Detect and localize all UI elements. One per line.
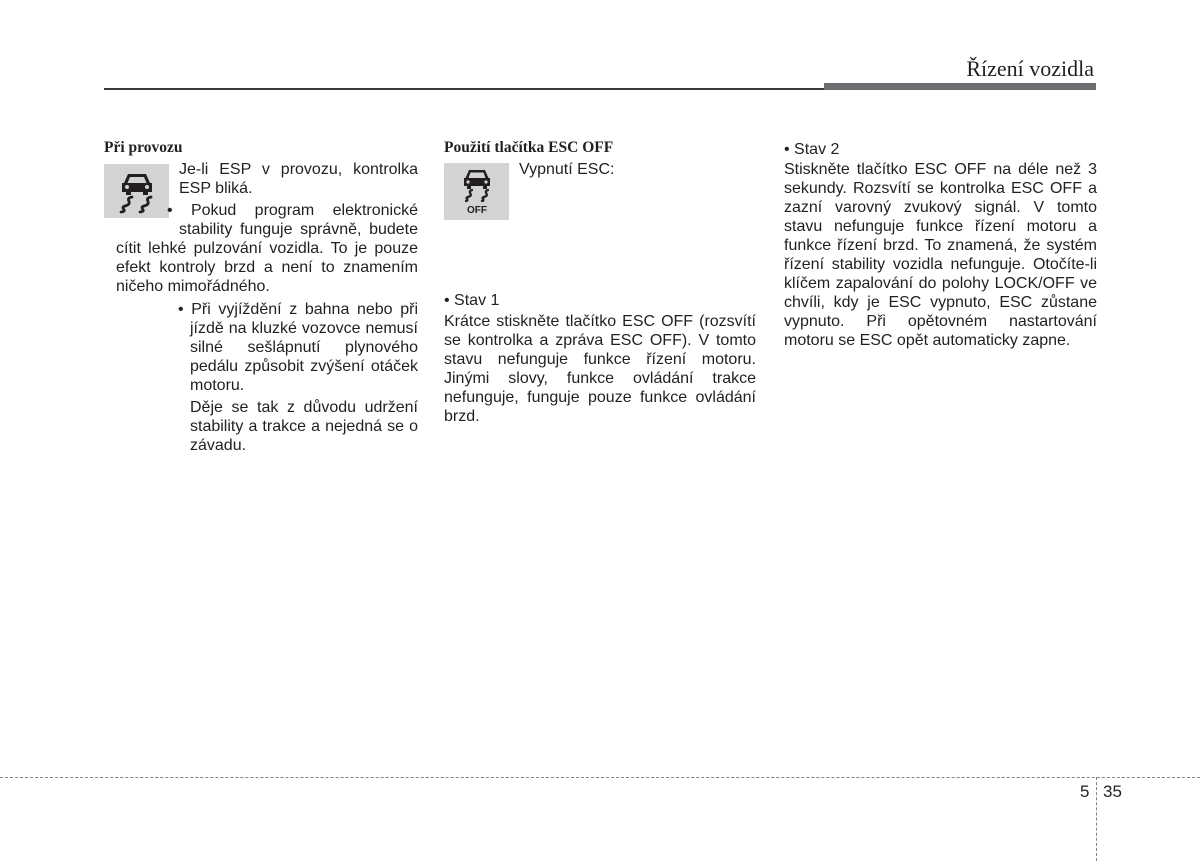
header-rule <box>104 88 824 90</box>
list-item-continuation: Děje se tak z důvodu udržení stability a trakce a nejedná se o závadu. <box>190 399 418 454</box>
page-number: 35 <box>1103 782 1122 801</box>
stav1-label: • Stav 1 <box>444 292 500 309</box>
footer-divider <box>0 777 1200 778</box>
page-title: Řízení vozidla <box>966 56 1094 81</box>
header-rule-accent <box>824 83 1096 90</box>
section-heading: Při provozu <box>104 139 183 156</box>
list-item: • Pokud program elektronické stability funguje správně, budete cítit lehké pulzování vozidla. To je pouze efekt kontroly brzd a není to znamením ničeho mimořádného. <box>116 202 418 295</box>
stav2-text: Stiskněte tlačítko ESC OFF na déle než 3 sekundy. Rozsvítí se kontrolka ESC OFF a zazní varovný zvukový signál. V tomto stavu nefunguje funkce řízení motoru a funkce řízení brzd. To znamená, že systém řízení stability vozidla nefunguje. Otočíte-li klíčem zapalování do polohy LOCK/OFF ve chvíli, kdy je ESC vypnuto, ESC zůstane vypnuto. Při opětovném nastartování motoru se ESC opět automaticky zapne. <box>784 161 1097 349</box>
esp-indicator-icon <box>104 164 169 218</box>
icon-off-label: OFF <box>466 204 487 216</box>
column-pri-provozu <box>104 138 418 455</box>
list-item: • Při vyjíždění z bahna nebo při jízdě na kluzké vozovce nemusí silné sešlápnutí plynového pedálu způsobit zvýšení otáček motoru. <box>178 301 418 394</box>
esc-off-indicator-icon <box>444 163 509 220</box>
stav1-text: Krátce stiskněte tlačítko ESC OFF (rozsvítí se kontrolka a zpráva ESC OFF). V tomto stavu nefunguje funkce řízení motoru. Jinými slovy, funkce ovládání trakce nefunguje, funguje pouze funkce ovládání brzd. <box>444 313 756 425</box>
esc-intro-text: Vypnutí ESC: <box>519 161 615 178</box>
column-stav-2 <box>784 138 1097 350</box>
column-esc-off <box>444 138 756 426</box>
section-heading: Použití tlačítka ESC OFF <box>444 139 614 156</box>
esp-intro-text: Je-li ESP v provozu, kontrolka ESP bliká. <box>179 161 418 197</box>
stav2-label: • Stav 2 <box>784 141 840 158</box>
footer-vertical-divider <box>1096 777 1097 861</box>
chapter-number: 5 <box>1080 782 1090 801</box>
